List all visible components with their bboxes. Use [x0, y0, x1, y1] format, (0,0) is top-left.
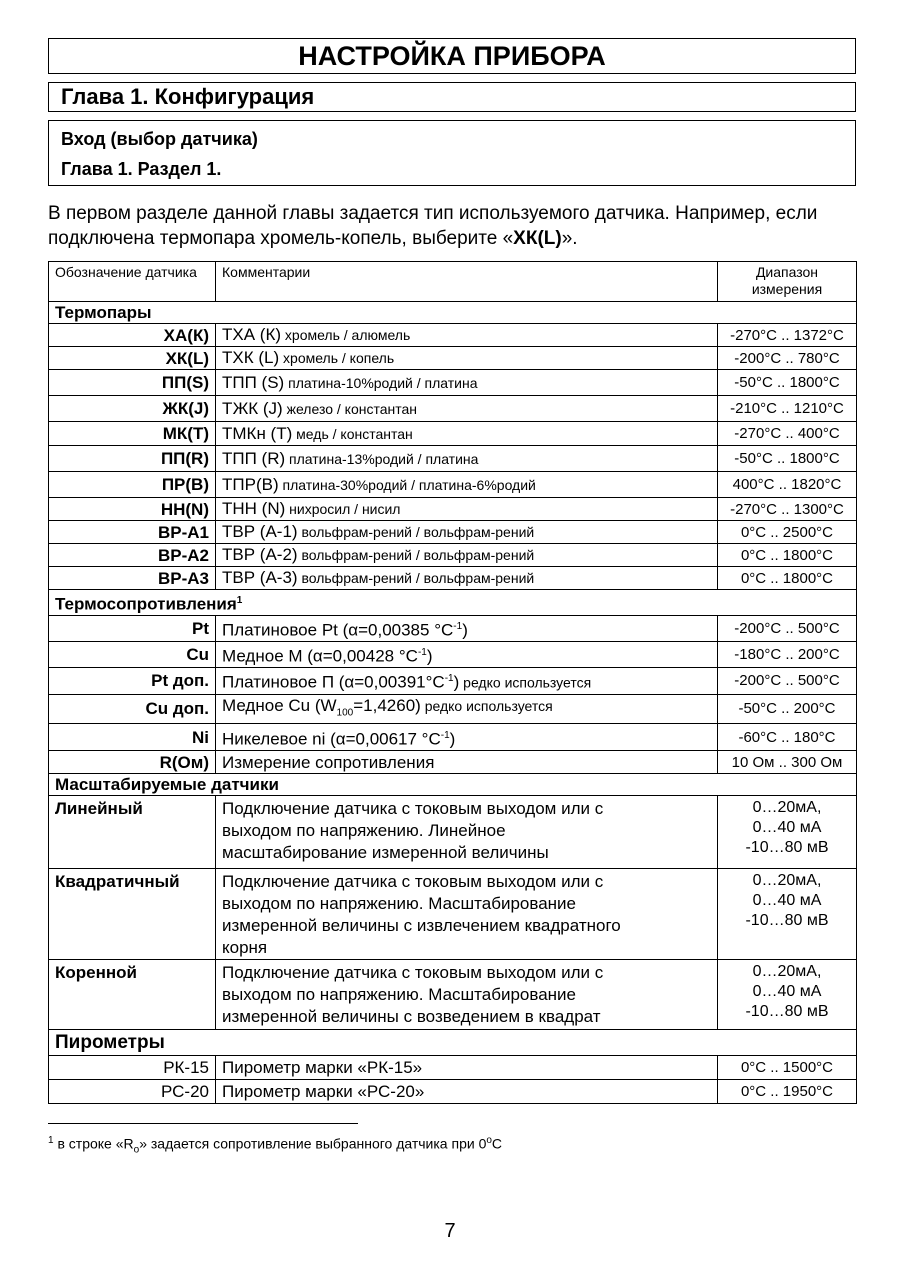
sensor-desc: железо / константан — [282, 400, 418, 417]
table-row — [49, 544, 857, 567]
exponent: -1 — [444, 672, 454, 684]
page — [48, 38, 856, 1104]
page-title: НАСТРОЙКА ПРИБОРА — [48, 38, 856, 74]
sensor-comment — [216, 347, 718, 370]
resistors-group-text: Термосопротивления — [55, 594, 237, 614]
sensor-code: ЖК(J) — [49, 396, 216, 422]
thermocouples-group-text: Термопары — [55, 303, 152, 322]
sensor-type-tail: =1,4260) — [353, 695, 421, 715]
sensor-comment — [216, 324, 718, 347]
group-footnote-mark: 1 — [236, 595, 243, 606]
thermocouples-group-row — [49, 302, 857, 324]
range-line: 0…40 мА — [752, 983, 822, 1001]
sensor-type-tail: ) — [453, 672, 460, 692]
sensor-range: -50°C .. 200°C — [718, 694, 857, 723]
sensor-code: ВР-А1 — [49, 521, 216, 544]
comment-line: выходом по напряжению. Масштабирование — [222, 985, 577, 1005]
sensor-type: ТЖК (J) — [222, 398, 283, 418]
section-subtitle: Глава 1. Раздел 1. — [61, 159, 222, 179]
comment-line: масштабирование измеренной величины — [222, 843, 549, 863]
sensor-range: 0°C .. 1500°C — [718, 1056, 857, 1080]
sensor-code: ПР(В) — [49, 472, 216, 498]
footnote-text-end: C — [491, 1135, 503, 1152]
sensor-code: РС-20 — [49, 1080, 216, 1104]
table-row — [49, 324, 857, 347]
resistors-group-row — [49, 590, 857, 616]
sensor-range: -200°C .. 500°C — [718, 615, 857, 641]
exponent: -1 — [417, 646, 427, 658]
sensor-range: -270°C .. 1300°C — [718, 498, 857, 521]
table-row — [49, 567, 857, 590]
subscript: 100 — [336, 707, 354, 719]
sensor-code: Квадратичный — [49, 869, 216, 960]
range-line: 0…20мА, — [752, 963, 822, 981]
sensor-range: -210°C .. 1210°C — [718, 396, 857, 422]
sensor-range — [718, 960, 857, 1030]
comment-line: Подключение датчика с токовым выходом или с — [222, 963, 604, 983]
sensor-type-tail: ) — [426, 646, 433, 666]
comment-line: выходом по напряжению. Масштабирование — [222, 894, 577, 914]
sensor-comment — [216, 724, 718, 751]
sensor-range: -50°C .. 1800°C — [718, 370, 857, 396]
sensor-comment — [216, 796, 718, 869]
sensor-range: -270°C .. 1372°C — [718, 324, 857, 347]
header-comment: Комментарии — [216, 262, 718, 302]
range-line: 0…40 мА — [752, 819, 822, 837]
table-row — [49, 498, 857, 521]
sensor-range: -200°C .. 500°C — [718, 667, 857, 694]
sensor-code: Pt доп. — [49, 667, 216, 694]
header-code: Обозначение датчика — [49, 262, 216, 302]
sensor-desc: хромель / алюмель — [281, 327, 411, 343]
sensor-type: Медное Cu (W — [222, 695, 337, 715]
sensor-type: ТВР (А-1) — [222, 522, 298, 541]
sensor-type: Медное М (α=0,00428 °C — [222, 646, 418, 666]
sensor-range: -200°C .. 780°C — [718, 347, 857, 370]
sensor-type: Пирометр марки «РС-20» — [222, 1082, 425, 1102]
sensor-code: Линейный — [49, 796, 216, 869]
sensor-type: Никелевое ni (α=0,00617 °C — [222, 729, 441, 749]
sensor-desc: хромель / копель — [279, 350, 395, 366]
table-row — [49, 667, 857, 694]
scaled-group-row — [49, 774, 857, 796]
sensor-desc: платина-10%родий / платина — [284, 374, 478, 391]
sensor-desc: редко используется — [459, 674, 592, 691]
sensor-desc: нихросил / нисил — [285, 501, 401, 517]
range-line: 0…20мА, — [752, 872, 822, 890]
sensor-range — [718, 869, 857, 960]
scaled-group-text: Масштабируемые датчики — [55, 775, 279, 795]
sensor-code: R(Ом) — [49, 751, 216, 774]
sensor-code: ВР-А2 — [49, 544, 216, 567]
sensor-comment — [216, 396, 718, 422]
table-row — [49, 960, 857, 1030]
sensor-type: Платиновое Pt (α=0,00385 °C — [222, 620, 454, 640]
footnote-text: в строке «R — [53, 1135, 134, 1152]
sensor-code: НН(N) — [49, 498, 216, 521]
scaled-group-label — [49, 774, 857, 796]
sensor-comment — [216, 960, 718, 1030]
sensor-range: 0°C .. 1950°C — [718, 1080, 857, 1104]
sensor-comment — [216, 472, 718, 498]
sensor-desc: редко используется — [420, 697, 553, 714]
table-row — [49, 869, 857, 960]
footnote — [48, 1135, 502, 1155]
comment-line: Подключение датчика с токовым выходом или с — [222, 872, 604, 892]
comment-line: измеренной величины с возведением в квадрат — [222, 1007, 601, 1027]
sensor-type: ТНН (N) — [222, 499, 286, 518]
sensor-comment — [216, 667, 718, 694]
footnote-mark: 1 — [48, 1135, 54, 1146]
table-row — [49, 472, 857, 498]
sensor-code: Ni — [49, 724, 216, 751]
sensor-range: 0°C .. 1800°C — [718, 567, 857, 590]
table-row — [49, 1056, 857, 1080]
table-row — [49, 446, 857, 472]
sensor-desc: вольфрам-рений / вольфрам-рений — [297, 524, 535, 540]
sensor-code: МК(Т) — [49, 422, 216, 446]
sensor-comment — [216, 567, 718, 590]
intro-paragraph — [48, 201, 856, 251]
table-row — [49, 1080, 857, 1104]
table-row — [49, 751, 857, 774]
intro-text: В первом разделе данной главы задается тип используемого датчика. Например, если подключена термопара хромель-копель, выберите « — [48, 203, 818, 249]
footnote-divider — [48, 1123, 358, 1124]
sensor-code: ХА(К) — [49, 324, 216, 347]
sensor-comment — [216, 1080, 718, 1104]
pyrometers-group-label: Пирометры — [49, 1030, 857, 1056]
section-box — [48, 120, 856, 186]
range-line: -10…80 мВ — [745, 839, 829, 857]
sensor-range: -180°C .. 200°C — [718, 641, 857, 667]
sensor-table — [48, 261, 857, 1104]
sensor-comment — [216, 498, 718, 521]
sensor-type: ТХК (L) — [222, 348, 280, 367]
comment-line: измеренной величины с извлечением квадратного — [222, 916, 621, 936]
sensor-code: ХК(L) — [49, 347, 216, 370]
page-number: 7 — [444, 1220, 456, 1242]
sensor-type: Платиновое П (α=0,00391°C — [222, 672, 445, 692]
sensor-type: ТВР (А-2) — [222, 545, 298, 564]
sensor-type-tail: ) — [449, 729, 456, 749]
sensor-range: 0°C .. 2500°C — [718, 521, 857, 544]
chapter-heading: Глава 1. Конфигурация — [48, 82, 856, 112]
sensor-comment — [216, 1056, 718, 1080]
header-range: Диапазон измерения — [718, 262, 857, 302]
table-row — [49, 641, 857, 667]
table-row — [49, 521, 857, 544]
sensor-type: ТХА (К) — [222, 325, 282, 344]
sensor-code: Pt — [49, 615, 216, 641]
sensor-type: ТМКн (Т) — [222, 423, 293, 443]
range-line: -10…80 мВ — [745, 912, 829, 930]
table-row — [49, 370, 857, 396]
footnote-text-mid: » задается сопротивление выбранного датчика при 0 — [139, 1135, 487, 1152]
intro-highlight: ХК(L) — [513, 228, 562, 249]
sensor-range: 400°C .. 1820°C — [718, 472, 857, 498]
comment-line: корня — [222, 938, 268, 958]
table-header-row — [49, 262, 857, 302]
sensor-desc: платина-13%родий / платина — [285, 450, 479, 467]
sensor-comment — [216, 615, 718, 641]
sensor-comment — [216, 370, 718, 396]
sensor-range — [718, 796, 857, 869]
resistors-group-label — [49, 590, 857, 616]
section-title: Вход (выбор датчика) — [61, 129, 258, 149]
sensor-comment — [216, 694, 718, 723]
sensor-comment — [216, 869, 718, 960]
sensor-type-tail: ) — [462, 620, 468, 640]
table-row — [49, 796, 857, 869]
sensor-code: ВР-А3 — [49, 567, 216, 590]
table-row — [49, 396, 857, 422]
sensor-desc: медь / константан — [292, 425, 413, 442]
table-row — [49, 615, 857, 641]
sensor-range: 10 Ом .. 300 Ом — [718, 751, 857, 774]
sensor-type: Измерение сопротивления — [222, 752, 435, 772]
sensor-desc: платина-30%родий / платина-6%родий — [278, 476, 536, 493]
exponent: -1 — [440, 729, 450, 741]
sensor-type: ТВР (А-3) — [222, 568, 298, 587]
table-row — [49, 422, 857, 446]
intro-text-end: ». — [561, 228, 578, 249]
footnote-sub: o — [133, 1144, 140, 1156]
sensor-desc: вольфрам-рений / вольфрам-рений — [297, 547, 535, 563]
range-line: -10…80 мВ — [745, 1003, 829, 1021]
sensor-comment — [216, 544, 718, 567]
sensor-range: 0°C .. 1800°C — [718, 544, 857, 567]
sensor-code: Cu — [49, 641, 216, 667]
comment-line: Подключение датчика с токовым выходом или с — [222, 799, 604, 819]
table-row — [49, 724, 857, 751]
sensor-comment — [216, 446, 718, 472]
sensor-comment — [216, 641, 718, 667]
sensor-code: Cu доп. — [49, 694, 216, 723]
sensor-code: ПП(R) — [49, 446, 216, 472]
footnote-sup: o — [486, 1135, 492, 1146]
thermocouples-group-label — [49, 302, 857, 324]
pyrometers-group-row — [49, 1030, 857, 1056]
sensor-comment — [216, 422, 718, 446]
sensor-type: Пирометр марки «РК-15» — [222, 1058, 423, 1078]
sensor-type: ТПП (R) — [222, 448, 286, 468]
sensor-comment — [216, 751, 718, 774]
sensor-type: ТПР(В) — [222, 474, 279, 494]
sensor-range: -60°C .. 180°C — [718, 724, 857, 751]
exponent: -1 — [453, 620, 463, 632]
sensor-range: -50°C .. 1800°C — [718, 446, 857, 472]
sensor-code: ПП(S) — [49, 370, 216, 396]
sensor-code: РК-15 — [49, 1056, 216, 1080]
sensor-desc: вольфрам-рений / вольфрам-рений — [297, 570, 535, 586]
table-row — [49, 694, 857, 723]
table-row — [49, 347, 857, 370]
sensor-type: ТПП (S) — [222, 372, 285, 392]
range-line: 0…20мА, — [752, 799, 822, 817]
sensor-comment — [216, 521, 718, 544]
range-line: 0…40 мА — [752, 892, 822, 910]
comment-line: выходом по напряжению. Линейное — [222, 821, 506, 841]
sensor-range: -270°C .. 400°C — [718, 422, 857, 446]
sensor-code: Коренной — [49, 960, 216, 1030]
